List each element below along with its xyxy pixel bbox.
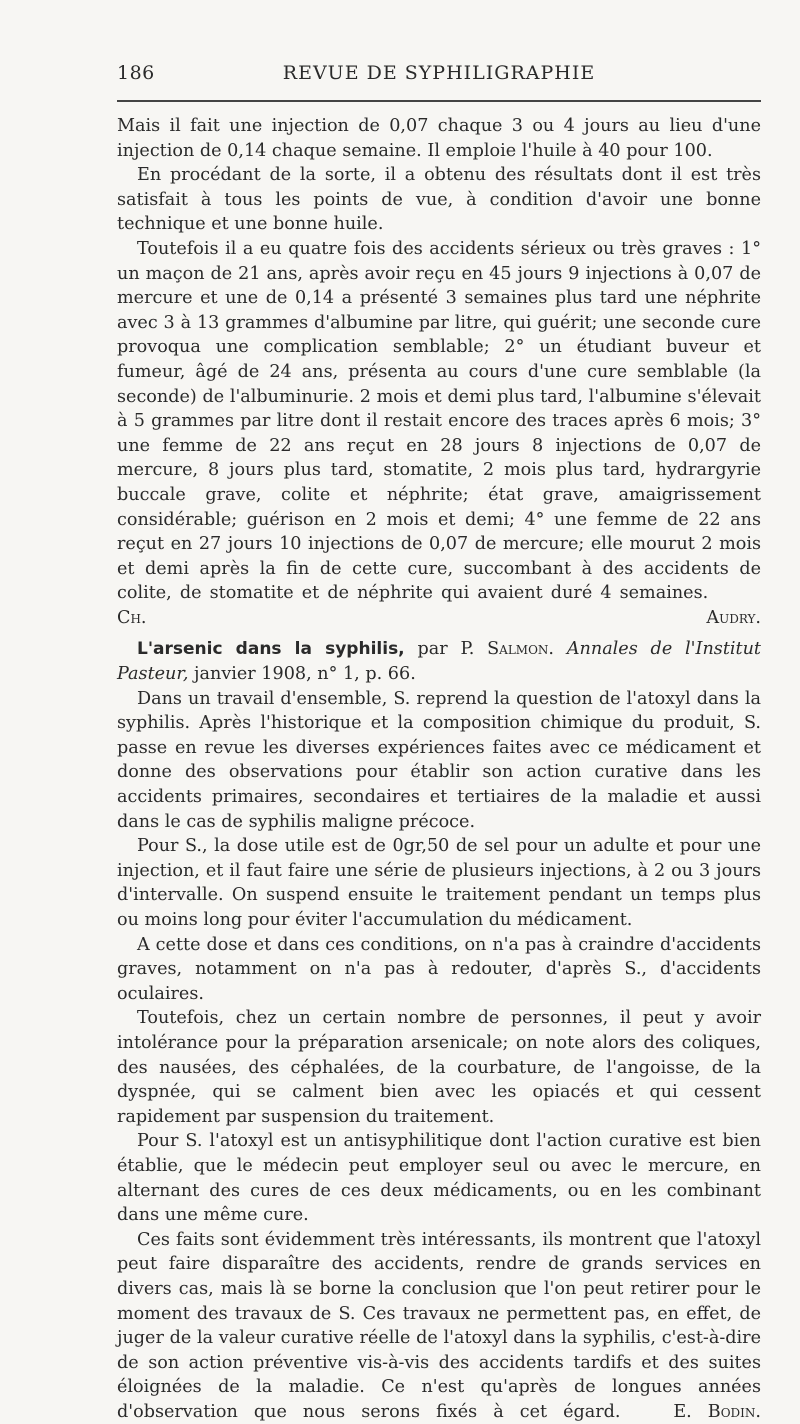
header-rule [117,100,761,102]
running-title: REVUE DE SYPHILIGRAPHIE [282,62,596,84]
review-title: L'arsenic dans la syphilis, [137,639,405,660]
review-source: Annales de l'Institut Pasteur, [117,639,761,685]
page-header [117,62,761,88]
paragraph: Pour S., la dose utile est de 0gr,50 de sel pour un adulte et pour une injection, et il faut faire une série de plusieurs injections, à 2 ou 3 jours d'intervalle. On suspend ensuite le traitement pendant un temps plus ou moins long pour éviter l'accumulation du médicament. [117,836,761,930]
review-date: janvier 1908, n° 1, p. 66. [194,664,416,685]
paragraph: Toutefois, chez un certain nombre de personnes, il peut y avoir intolérance pour la préparation arsenicale; on note alors des coliques, des nausées, des céphalées, de la courbature, de l'angoisse, de la dyspnée, qui se calment bien avec les opiacés et qui cessent rapidement par suspension du traitement. [117,1008,761,1127]
review-by: par [417,639,448,660]
page-number: 186 [117,62,155,84]
paragraph: Mais il fait une injection de 0,07 chaque 3 ou 4 jours au lieu d'une injection de 0,14 chaque semaine. Il emploie l'huile à 40 pour 100. [117,116,761,161]
paragraph: En procédant de la sorte, il a obtenu des résultats dont il est très satisfait à tous les points de vue, à condition d'avoir une bonne technique et une bonne huile. [117,165,761,235]
paragraph-text: Toutefois il a eu quatre fois des accidents sérieux ou très graves : 1° un maçon de 21 ans, après avoir reçu en 45 jours 9 injections à 0,07 de mercure et une de 0,14 a présenté 3 semaines plus tard une néphrite avec 3 à 13 grammes d'albumine par litre, qui guérit; une seconde cure provoqua une complication semblable; 2° un étudiant buveur et fumeur, âgé de 24 ans, présenta au cours d'une cure semblable (la seconde) de l'albuminurie. 2 mois et demi plus tard, l'albumine s'élevait à 5 grammes par litre dont il restait encore des traces après 6 mois; 3° une femme de 22 ans reçut en 28 jours 8 injections de 0,07 de mercure, 8 jours plus tard, stomatite, 2 mois plus tard, hydrargyrie buccale grave, colite et néphrite; état grave, amaigrissement considérable; guérison en 2 mois et demi; 4° une femme de 22 ans reçut en 27 jours 10 injections de 0,07 de mercure; elle mourut 2 mois et demi après la fin de cette cure, succombant à des accidents de colite, de stomatite et de néphrite qui avaient duré 4 semaines. [117,238,761,604]
paragraph [117,237,761,631]
paragraph: A cette dose et dans ces conditions, on n'a pas à craindre d'accidents graves, notamment on n'a pas à redouter, d'après S., d'accidents oculaires. [117,934,761,1004]
review-author: P. Salmon. [460,639,555,660]
signature: E. Bodin. [673,1401,762,1422]
paragraph: Pour S. l'atoxyl est un antisyphilitique dont l'action curative est bien établie, que le médecin peut employer seul ou avec le mercure, en alternant des cures de ces deux médicaments, ou en les combinant dans une même cure. [117,1131,761,1226]
paragraph-text: Ces faits sont évidemment très intéressants, ils montrent que l'atoxyl peut faire disparaître des accidents, rendre de grands services en divers cas, mais là se borne la conclusion que l'on peut retirer pour le moment des travaux de S. Ces travaux ne permettent pas, en effet, de juger de la valeur curative réelle de l'atoxyl dans la syphilis, c'est-à-dire de son action préventive vis-à-vis des accidents tardifs et des suites éloignées de la maladie. Ce n'est qu'après de longues années d'observation que nous serons fixés à cet égard. [117,1229,761,1422]
page-body [117,114,761,1424]
review-heading [117,637,761,686]
signature: Ch. Audry. [117,607,761,628]
paragraph [117,1228,761,1424]
paragraph: Dans un travail d'ensemble, S. reprend la question de l'atoxyl dans la syphilis. Après l'historique et la composition chimique du produit, S. passe en revue les diverses expériences faites avec ce médicament et donne des observations pour établir son action curative dans les accidents primaires, secondaires et tertiaires de la maladie et aussi dans le cas de syphilis maligne précoce. [117,688,761,832]
